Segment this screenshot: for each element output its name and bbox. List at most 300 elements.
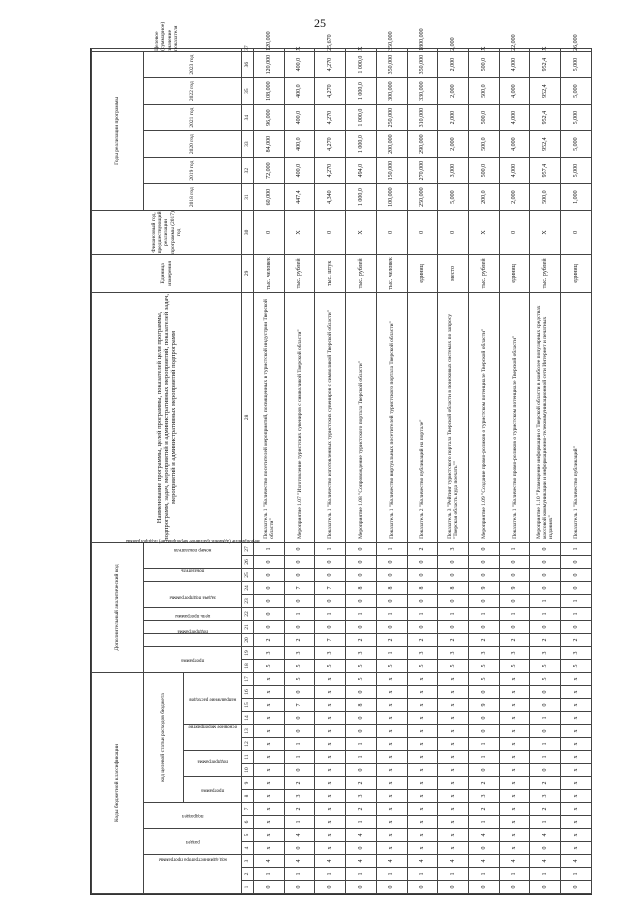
code-cell: 0	[346, 620, 377, 633]
code-cell: х	[407, 842, 438, 855]
code-cell: х	[315, 764, 346, 777]
code-cell: х	[438, 712, 469, 725]
code-cell: х	[561, 829, 592, 842]
task-code-header: задача подпрограммы	[144, 607, 242, 620]
code-cell: 4	[284, 829, 315, 842]
target-value-cell: 2,000	[438, 48, 469, 51]
code-cell: х	[438, 842, 469, 855]
year-value-cell: 957,4	[530, 157, 561, 184]
unit-column-header: Единица измерения	[92, 254, 242, 292]
page-number: 25	[314, 16, 326, 30]
code-cell: 3	[530, 790, 561, 803]
code-cell: х	[499, 803, 530, 816]
column-number: 27	[242, 542, 254, 555]
code-cell: 8	[438, 581, 469, 594]
code-cell: х	[407, 699, 438, 712]
code-cell: 0	[284, 620, 315, 633]
code-cell: 3	[469, 646, 500, 659]
code-cell: 0	[407, 881, 438, 894]
year-value-cell: 5,000	[561, 157, 592, 184]
code-cell: х	[315, 751, 346, 764]
section-header: раздел	[144, 829, 242, 855]
code-cell: 0	[438, 594, 469, 607]
code-cell: х	[561, 790, 592, 803]
code-cell: 0	[561, 881, 592, 894]
table-row	[469, 48, 500, 893]
year-value-cell: 84,000	[254, 131, 285, 158]
code-cell: х	[499, 816, 530, 829]
code-cell: 1	[469, 738, 500, 751]
code-cell: х	[561, 803, 592, 816]
year-value-cell: 200,0	[469, 184, 500, 211]
subsection-header: подраздел	[144, 803, 242, 829]
code-cell: х	[499, 738, 530, 751]
code-cell: х	[254, 751, 285, 764]
code-cell: х	[561, 764, 592, 777]
code-cell: 0	[469, 555, 500, 568]
rotated-table-container	[91, 21, 591, 894]
code-cell: 1	[469, 816, 500, 829]
code-cell: 0	[254, 594, 285, 607]
code-cell: 2	[530, 633, 561, 646]
unit-cell: единиц	[499, 254, 530, 292]
code-cell: 5	[284, 672, 315, 685]
year-value-cell: 952,4	[530, 78, 561, 105]
column-number: 17	[242, 672, 254, 685]
year-value-cell: 350,000	[407, 51, 438, 78]
table-row	[346, 48, 377, 893]
code-cell: 0	[346, 881, 377, 894]
code-cell: 0	[469, 842, 500, 855]
code-cell: 1	[315, 607, 346, 620]
code-cell: 1	[284, 868, 315, 881]
code-cell: 2	[499, 633, 530, 646]
code-cell: 0	[530, 581, 561, 594]
code-cell: х	[499, 764, 530, 777]
code-cell: х	[315, 672, 346, 685]
program-code-header: программа	[144, 646, 242, 672]
code-cell: 0	[530, 881, 561, 894]
code-cell: 0	[530, 725, 561, 738]
year-value-cell: 500,0	[469, 51, 500, 78]
code-cell: 0	[561, 620, 592, 633]
code-cell: 0	[469, 764, 500, 777]
measure-code-header: мероприятие (административное мероприятие) подпрограммы	[144, 581, 242, 607]
code-cell: х	[407, 738, 438, 751]
code-cell: х	[315, 842, 346, 855]
table-row	[407, 48, 438, 893]
column-number: 16	[242, 686, 254, 699]
code-cell: 0	[254, 581, 285, 594]
code-cell: 0	[407, 620, 438, 633]
code-cell: 1	[254, 542, 285, 555]
code-cell: 1	[284, 607, 315, 620]
code-cell: 5	[469, 672, 500, 685]
code-cell: 0	[284, 542, 315, 555]
code-cell: 8	[346, 699, 377, 712]
base-year-cell: 0	[499, 210, 530, 254]
code-cell: 0	[346, 842, 377, 855]
code-cell: 0	[407, 568, 438, 581]
base-year-cell: Х	[346, 210, 377, 254]
code-cell: 0	[469, 881, 500, 894]
expense-direction-header: направление расходов	[184, 672, 242, 724]
code-cell: 0	[346, 568, 377, 581]
code-cell: 1	[530, 607, 561, 620]
code-cell: 5	[407, 659, 438, 672]
code-cell: 2	[346, 777, 377, 790]
code-cell: х	[376, 699, 407, 712]
unit-cell: тыс. человек	[376, 254, 407, 292]
code-cell: 0	[438, 881, 469, 894]
target-column-header: Целевое (суммарное) значение показателя	[92, 48, 242, 51]
table-row	[254, 48, 285, 893]
code-cell: 0	[346, 712, 377, 725]
code-cell: 1	[346, 816, 377, 829]
column-number-row	[242, 48, 254, 893]
code-cell: 3	[284, 646, 315, 659]
code-cell: х	[254, 764, 285, 777]
code-cell: 3	[284, 790, 315, 803]
column-number: 18	[242, 659, 254, 672]
code-cell: х	[407, 672, 438, 685]
year-value-cell: 952,4	[530, 104, 561, 131]
code-cell: 5	[254, 659, 285, 672]
code-cell: 2	[469, 803, 500, 816]
year-value-cell: 4,270	[315, 157, 346, 184]
code-cell: х	[561, 777, 592, 790]
code-cell: 5	[438, 659, 469, 672]
code-cell: х	[315, 712, 346, 725]
code-cell: 0	[530, 764, 561, 777]
code-cell: х	[438, 751, 469, 764]
code-cell: х	[561, 712, 592, 725]
code-cell: 0	[530, 620, 561, 633]
code-cell: 4	[499, 855, 530, 868]
code-cell: 9	[469, 581, 500, 594]
code-cell: 9	[469, 699, 500, 712]
code-cell: 0	[530, 842, 561, 855]
target-article-header: код целевой статьи расходов бюджета	[144, 672, 184, 802]
year-value-cell: 4,000	[499, 51, 530, 78]
code-cell: 3	[561, 646, 592, 659]
code-cell: 3	[315, 646, 346, 659]
year-value-cell: 400,0	[284, 104, 315, 131]
code-cell: х	[499, 790, 530, 803]
code-cell: х	[407, 751, 438, 764]
code-cell: 1	[469, 607, 500, 620]
code-cell: х	[499, 725, 530, 738]
code-cell: 2	[284, 777, 315, 790]
column-number: 5	[242, 829, 254, 842]
year-value-cell: 952,4	[530, 131, 561, 158]
year-value-cell: 2,000	[438, 51, 469, 78]
base-year-cell: Х	[469, 210, 500, 254]
code-cell: 2	[530, 803, 561, 816]
code-cell: 1	[346, 738, 377, 751]
column-number: 3	[242, 855, 254, 868]
code-cell: 1	[530, 594, 561, 607]
year-value-cell: 4,000	[499, 157, 530, 184]
year-value-cell: 72,000	[254, 157, 285, 184]
year-value-cell: 330,000	[407, 78, 438, 105]
code-cell: х	[315, 686, 346, 699]
table-row	[530, 48, 561, 893]
column-number: 7	[242, 803, 254, 816]
year-value-cell: 500,0	[469, 157, 500, 184]
code-cell: х	[407, 829, 438, 842]
row-name-cell: Показатель 3 "Рейтинг туристского портала Тверской области в поисковых системах по запросу "Тверская область куда поехать""	[438, 292, 469, 542]
code-cell: 8	[376, 581, 407, 594]
code-cell: 1	[469, 868, 500, 881]
code-cell: 0	[284, 594, 315, 607]
year-value-cell: 300,000	[376, 78, 407, 105]
code-cell: 0	[284, 881, 315, 894]
year-2020-header: 2020 год	[144, 131, 242, 158]
year-value-cell: 400,0	[284, 157, 315, 184]
code-cell: х	[376, 803, 407, 816]
unit-cell: тыс. рублей	[469, 254, 500, 292]
code-cell: х	[561, 686, 592, 699]
year-value-cell: 500,0	[530, 184, 561, 211]
target-value-cell: 22,000	[499, 48, 530, 51]
year-value-cell: 494,0	[346, 157, 377, 184]
code-cell: х	[561, 725, 592, 738]
code-cell: 0	[499, 620, 530, 633]
name-column-header: Наименование программы, целей программы, показателей цели программы, подпрограмм, задач, мероприятий и административных мероприятий, показателей задач, мероприятий и административных мероприятий подпрограмм	[92, 292, 242, 542]
code-cell: 4	[530, 829, 561, 842]
code-cell: х	[407, 725, 438, 738]
year-value-cell: 500,0	[469, 78, 500, 105]
code-cell: х	[438, 725, 469, 738]
base-year-cell: 0	[438, 210, 469, 254]
year-value-cell: 500,0	[469, 131, 500, 158]
code-cell: 1	[561, 594, 592, 607]
code-cell: 1	[376, 646, 407, 659]
year-value-cell: 310,000	[407, 104, 438, 131]
code-cell: 0	[469, 542, 500, 555]
code-cell: 4	[284, 855, 315, 868]
year-value-cell: 1 000,0	[346, 51, 377, 78]
code-cell: х	[499, 686, 530, 699]
code-cell: 0	[254, 607, 285, 620]
year-value-cell: 2,000	[438, 131, 469, 158]
code-cell: 3	[469, 790, 500, 803]
column-number: 13	[242, 725, 254, 738]
code-cell: 0	[438, 555, 469, 568]
code-cell: 0	[376, 620, 407, 633]
code-cell: 0	[438, 620, 469, 633]
code-cell: 0	[499, 594, 530, 607]
subprogram-code-header: подпрограмма	[144, 633, 242, 646]
code-cell: 1	[530, 816, 561, 829]
code-cell: х	[254, 738, 285, 751]
code-cell: 0	[346, 542, 377, 555]
year-value-cell: 200,000	[376, 131, 407, 158]
code-cell: 1	[530, 751, 561, 764]
row-name-cell: Мероприятие 1.08 "Сопровождение туристского портала Тверской области"	[346, 292, 377, 542]
year-2023-header: 2023 год	[144, 51, 242, 78]
code-cell: х	[499, 712, 530, 725]
code-cell: х	[438, 672, 469, 685]
code-cell: 0	[530, 555, 561, 568]
base-year-cell: 0	[561, 210, 592, 254]
code-cell: х	[376, 816, 407, 829]
year-value-cell: 952,4	[530, 51, 561, 78]
main-direction-header: основное мероприятие	[184, 725, 242, 751]
year-value-cell: 1 000,0	[346, 104, 377, 131]
extra-code-header: Дополнительный аналитический код	[92, 542, 144, 672]
code-cell: х	[376, 777, 407, 790]
code-cell: 1	[346, 607, 377, 620]
code-cell: 3	[499, 646, 530, 659]
base-year-cell: Х	[284, 210, 315, 254]
year-2021-header: 2021 год	[144, 104, 242, 131]
code-cell: 1	[438, 607, 469, 620]
code-cell: х	[438, 816, 469, 829]
year-value-cell: 108,000	[254, 78, 285, 105]
year-value-cell: 250,000	[407, 184, 438, 211]
code-cell: 1	[499, 868, 530, 881]
base-year-cell: 0	[254, 210, 285, 254]
code-cell: х	[315, 803, 346, 816]
year-value-cell: 5,000	[438, 184, 469, 211]
code-cell: 0	[254, 568, 285, 581]
code-cell: 0	[499, 568, 530, 581]
row-name-cell: Мероприятие 1.09 "Создание промо-роликов о туристском потенциале Тверской области"	[469, 292, 500, 542]
code-cell: 1	[530, 738, 561, 751]
code-cell: 0	[561, 555, 592, 568]
code-cell: х	[499, 829, 530, 842]
year-value-cell: 100,000	[376, 184, 407, 211]
column-number: 15	[242, 699, 254, 712]
code-cell: 0	[469, 725, 500, 738]
code-cell: 0	[530, 568, 561, 581]
year-value-cell: 350,000	[376, 51, 407, 78]
code-cell: 3	[530, 646, 561, 659]
row-name-cell: Мероприятие 1.07 "Изготовление туристских сувениров с символикой Тверской области"	[284, 292, 315, 542]
code-cell: 0	[284, 764, 315, 777]
row-name-cell: Мероприятие 1.10 "Размещение информации о Тверской области в наиболее популярных средствах массовой коммуникации и информационно-телекоммуникационной сети Интернет и печатных изданиях"	[530, 292, 561, 542]
code-cell: 0	[346, 764, 377, 777]
code-cell: 3	[438, 542, 469, 555]
code-cell: х	[561, 699, 592, 712]
code-cell: 3	[346, 790, 377, 803]
code-cell: 5	[376, 659, 407, 672]
code-cell: 0	[346, 725, 377, 738]
target-value-cell: 25,670	[315, 48, 346, 51]
target-value-cell: 1800,000	[407, 48, 438, 51]
year-2022-header: 2022 год	[144, 78, 242, 105]
year-value-cell: 270,000	[407, 157, 438, 184]
code-cell: 3	[254, 646, 285, 659]
code-cell: 7	[284, 699, 315, 712]
year-value-cell: 5,000	[561, 78, 592, 105]
year-value-cell: 4,340	[315, 184, 346, 211]
column-number: 11	[242, 751, 254, 764]
code-cell: 8	[407, 581, 438, 594]
code-cell: 5	[561, 659, 592, 672]
year-value-cell: 4,000	[499, 131, 530, 158]
base-year-cell: Х	[530, 210, 561, 254]
row-name-cell: Показатель 2 "Количество публикаций на портале"	[407, 292, 438, 542]
year-value-cell: 1 000,0	[346, 184, 377, 211]
code-cell: х	[315, 777, 346, 790]
code-cell: 5	[315, 659, 346, 672]
code-cell: х	[407, 790, 438, 803]
target-value-cell: 120,000	[254, 48, 285, 51]
code-cell: 1	[346, 751, 377, 764]
year-value-cell: 4,000	[499, 78, 530, 105]
rotated-table-sheet	[90, 21, 592, 895]
column-number: 21	[242, 620, 254, 633]
code-cell: 0	[469, 568, 500, 581]
year-value-cell: 400,0	[284, 51, 315, 78]
code-cell: х	[407, 764, 438, 777]
code-cell: 0	[469, 620, 500, 633]
code-cell: 0	[284, 725, 315, 738]
code-cell: 0	[315, 555, 346, 568]
year-value-cell: 3,000	[438, 157, 469, 184]
year-value-cell: 4,270	[315, 131, 346, 158]
column-number: 2	[242, 868, 254, 881]
code-cell: 0	[469, 686, 500, 699]
code-cell: х	[376, 686, 407, 699]
unit-cell: тыс. рублей	[284, 254, 315, 292]
table-row	[376, 48, 407, 893]
year-value-cell: 2,000	[438, 104, 469, 131]
code-cell: 0	[315, 881, 346, 894]
code-cell: 2	[469, 633, 500, 646]
unit-cell: тыс. рублей	[346, 254, 377, 292]
year-value-cell: 4,000	[499, 104, 530, 131]
year-value-cell: 250,000	[376, 104, 407, 131]
code-cell: 0	[499, 555, 530, 568]
code-cell: х	[254, 686, 285, 699]
year-value-cell: 400,0	[284, 131, 315, 158]
table-row	[499, 48, 530, 893]
code-cell: 1	[346, 868, 377, 881]
code-cell: 0	[376, 594, 407, 607]
table-row	[315, 48, 346, 893]
column-number: 24	[242, 581, 254, 594]
column-number: 30	[242, 210, 254, 254]
code-cell: х	[315, 699, 346, 712]
column-number: 1	[242, 881, 254, 894]
code-cell: 2	[254, 633, 285, 646]
code-cell: 2	[438, 633, 469, 646]
year-value-cell: 447,4	[284, 184, 315, 211]
code-cell: 0	[561, 568, 592, 581]
code-cell: 1	[284, 751, 315, 764]
code-cell: 0	[346, 686, 377, 699]
code-cell: х	[376, 842, 407, 855]
year-value-cell: 150,000	[376, 157, 407, 184]
target-value-cell: Х	[469, 48, 500, 51]
indicator-number-header: номер показателя	[144, 542, 242, 568]
code-cell: 0	[530, 686, 561, 699]
year-value-cell: 60,000	[254, 184, 285, 211]
code-cell: 4	[346, 855, 377, 868]
code-cell: 1	[469, 751, 500, 764]
code-cell: х	[254, 712, 285, 725]
code-cell: 5	[499, 659, 530, 672]
column-number: 25	[242, 568, 254, 581]
column-number: 35	[242, 78, 254, 105]
code-cell: 1	[284, 816, 315, 829]
code-cell: 4	[407, 855, 438, 868]
row-name-cell: Показатель 1 "Количество изготовленных туристских сувениров с символикой Тверской области"	[315, 292, 346, 542]
